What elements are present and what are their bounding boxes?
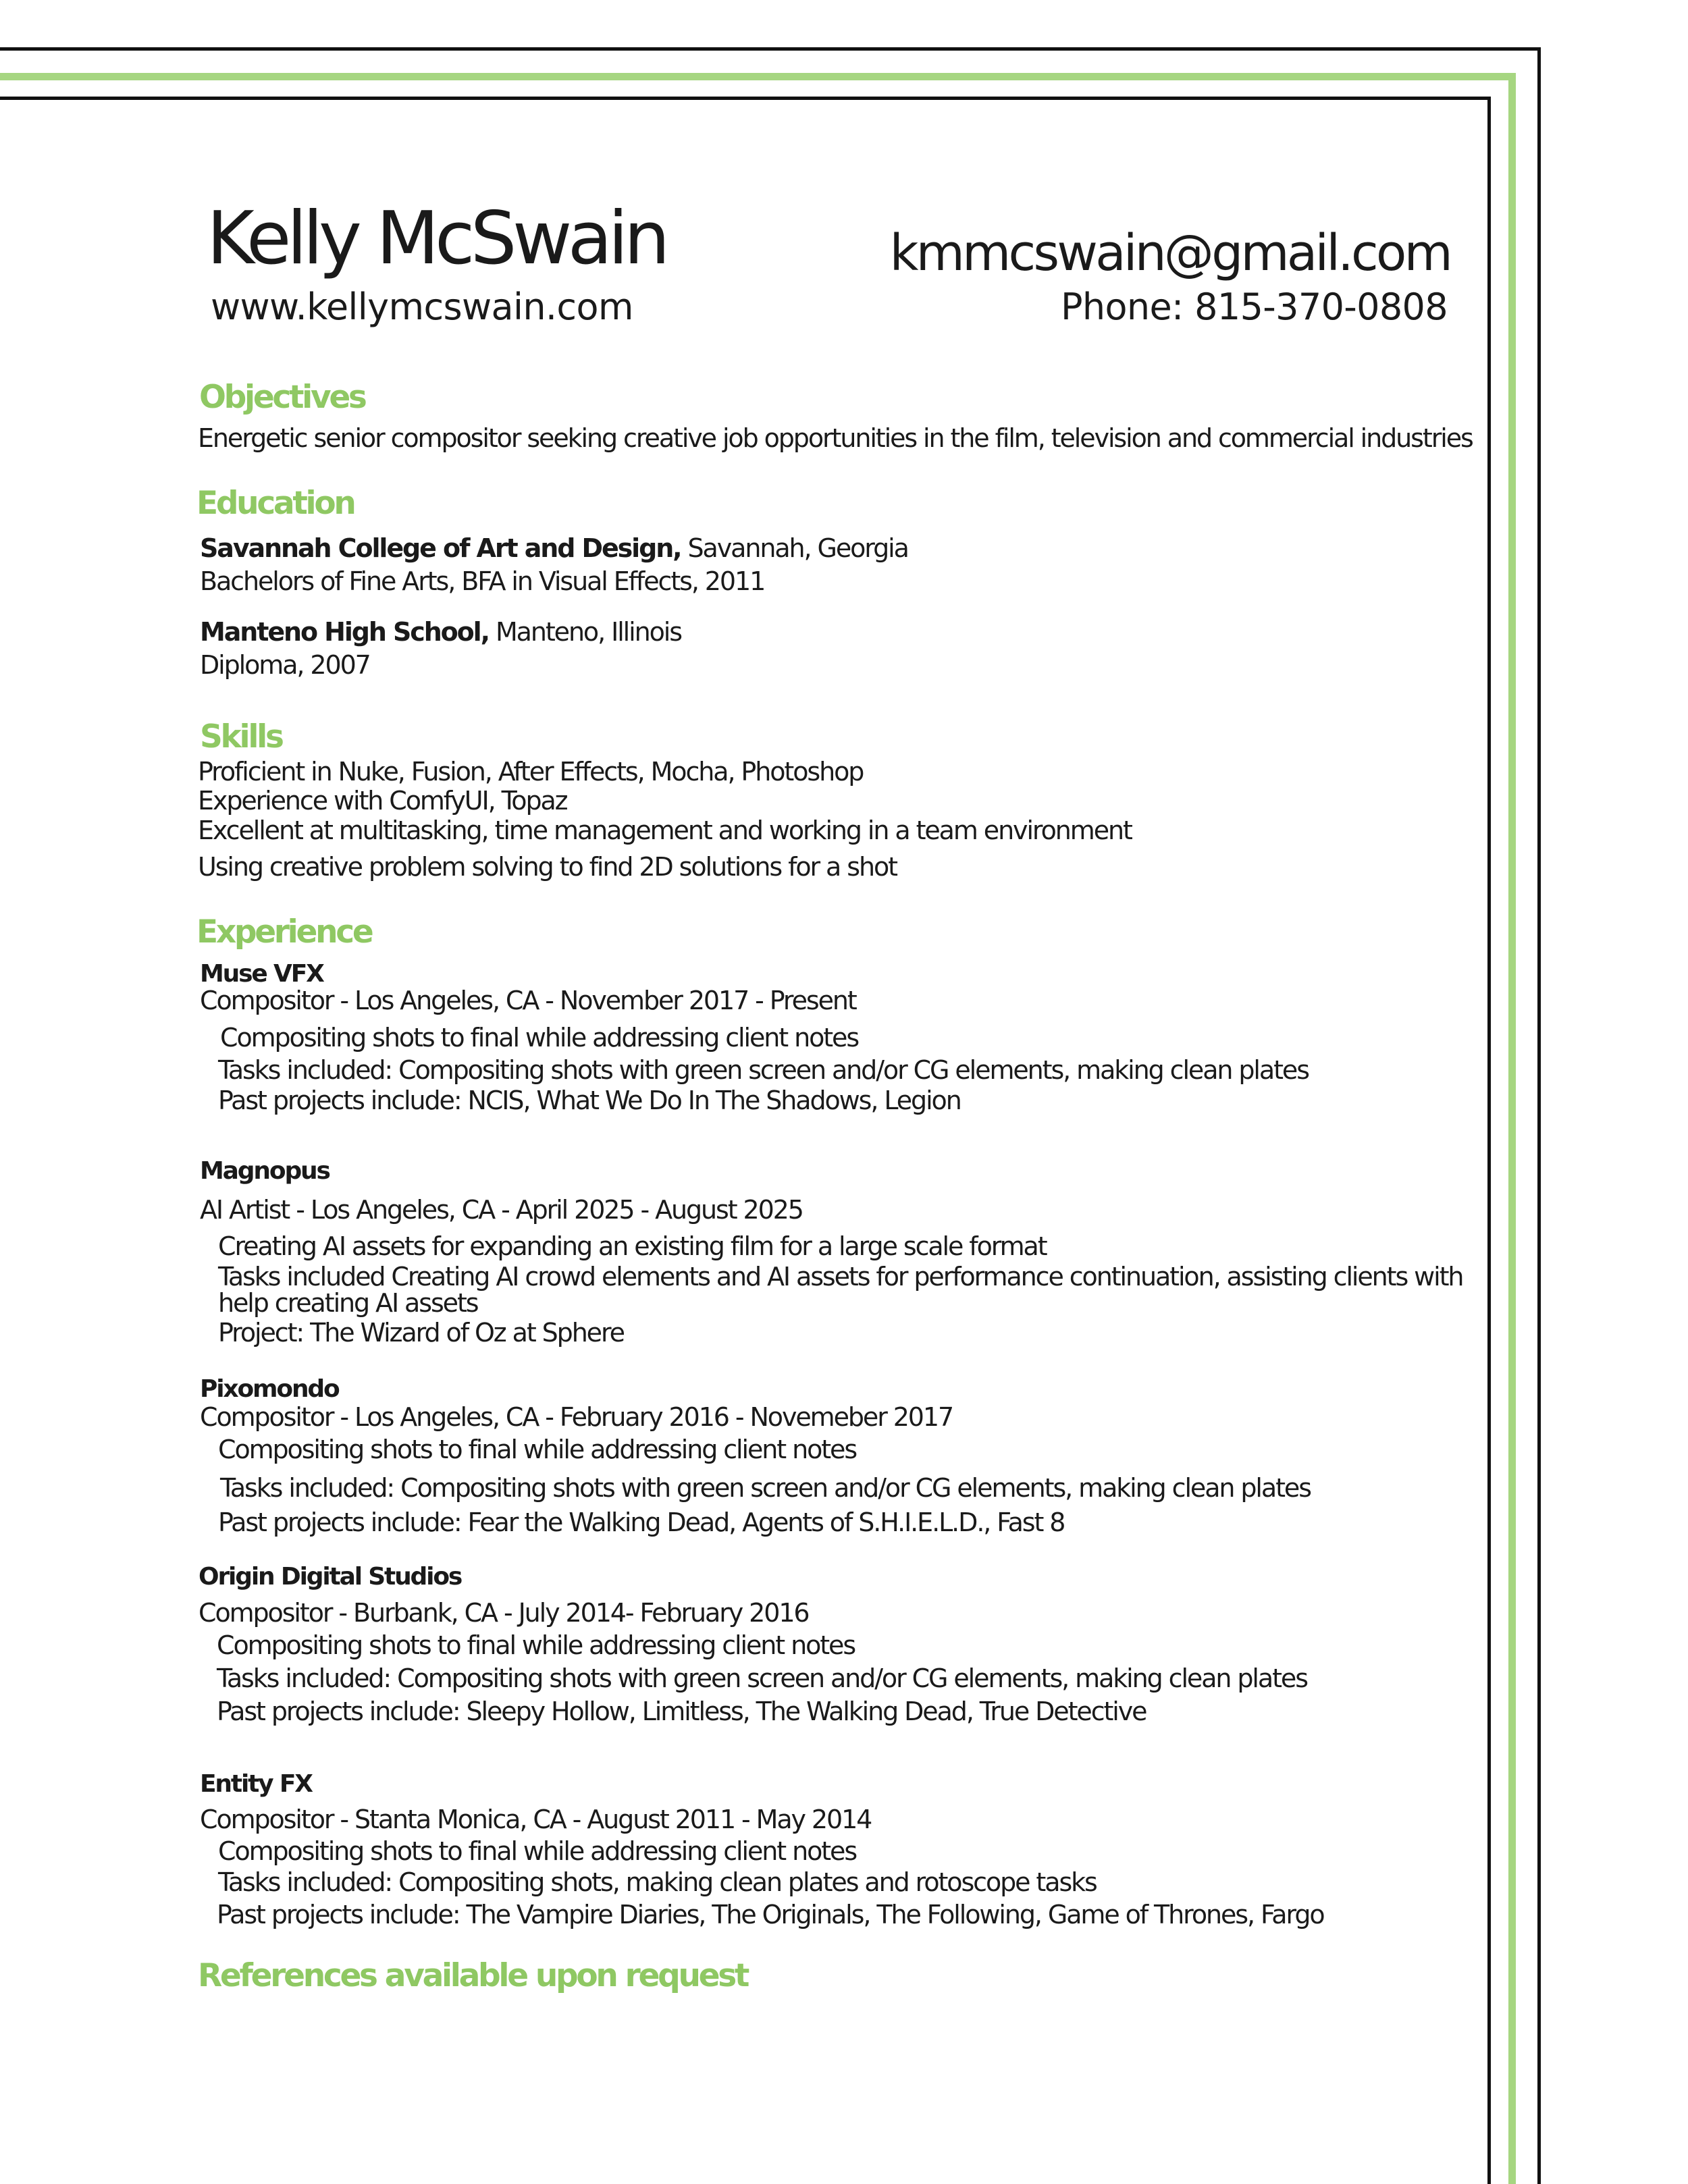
school-degree: Diploma, 2007 <box>200 650 370 680</box>
objectives-text: Energetic senior compositor seeking creative job opportunities in the film, television and commercial industries <box>198 423 1473 453</box>
job-detail: Creating AI assets for expanding an existing film for a large scale format <box>218 1231 1047 1261</box>
job-detail: Tasks included: Compositing shots, making clean plates and rotoscope tasks <box>218 1867 1097 1897</box>
phone-number: Phone: 815-370-0808 <box>1060 286 1448 328</box>
job-detail: Compositing shots to final while addressing client notes <box>218 1836 857 1866</box>
skill-item: Excellent at multitasking, time management and working in a team environment <box>198 816 1132 845</box>
education-entry <box>200 535 908 561</box>
objectives-heading: Objectives <box>199 379 365 416</box>
job-role: Compositor - Stanta Monica, CA - August 2011 - May 2014 <box>200 1805 872 1834</box>
skill-item: Proficient in Nuke, Fusion, After Effects, Mocha, Photoshop <box>198 757 864 787</box>
company-name: Entity FX <box>200 1770 312 1798</box>
resume-name: Kelly McSwain <box>207 196 666 281</box>
school-degree: Bachelors of Fine Arts, BFA in Visual Effects, 2011 <box>200 566 765 596</box>
job-detail: help creating AI assets <box>218 1288 478 1318</box>
skill-item: Using creative problem solving to find 2D solutions for a shot <box>198 852 897 882</box>
frame-inner-top-line <box>0 97 1491 100</box>
job-detail: Tasks included: Compositing shots with green screen and/or CG elements, making clean plates <box>217 1663 1307 1693</box>
frame-green-right-line <box>1508 73 1516 2184</box>
school-location: Manteno, Illinois <box>488 617 681 647</box>
job-detail: Compositing shots to final while addressing client notes <box>217 1630 855 1660</box>
job-role: Compositor - Los Angeles, CA - February 2016 - Novemeber 2017 <box>200 1402 953 1432</box>
website-link[interactable]: www.kellymcswain.com <box>211 286 633 328</box>
job-detail: Tasks included: Compositing shots with green screen and/or CG elements, making clean plates <box>220 1473 1311 1503</box>
job-detail: Compositing shots to final while addressing client notes <box>218 1435 857 1464</box>
school-name: Savannah College of Art and Design, <box>200 533 681 563</box>
job-role: Compositor - Los Angeles, CA - November 2017 - Present <box>200 986 856 1015</box>
education-heading: Education <box>196 485 354 522</box>
school-location: Savannah, Georgia <box>681 533 908 563</box>
job-detail: Past projects include: Sleepy Hollow, Limitless, The Walking Dead, True Detective <box>217 1697 1146 1726</box>
job-detail: Compositing shots to final while addressing client notes <box>220 1023 859 1053</box>
references-note: References available upon request <box>198 1957 748 1994</box>
job-role: AI Artist - Los Angeles, CA - April 2025 - August 2025 <box>200 1195 803 1225</box>
frame-outer-right-line <box>1537 47 1541 2184</box>
company-name: Origin Digital Studios <box>199 1563 462 1591</box>
job-detail: Tasks included: Compositing shots with green screen and/or CG elements, making clean plates <box>218 1055 1309 1085</box>
frame-inner-right-line <box>1487 97 1491 2184</box>
job-detail: Past projects include: Fear the Walking Dead, Agents of S.H.I.E.L.D., Fast 8 <box>218 1508 1065 1537</box>
job-detail: Past projects include: NCIS, What We Do In The Shadows, Legion <box>218 1086 961 1115</box>
frame-outer-top-line <box>0 47 1541 51</box>
job-role: Compositor - Burbank, CA - July 2014- February 2016 <box>199 1598 809 1628</box>
company-name: Muse VFX <box>200 960 323 988</box>
company-name: Magnopus <box>200 1157 329 1185</box>
company-name: Pixomondo <box>200 1375 339 1403</box>
frame-green-top-line <box>0 73 1516 80</box>
school-name: Manteno High School, <box>200 617 489 647</box>
skills-heading: Skills <box>200 718 282 755</box>
experience-heading: Experience <box>196 913 372 951</box>
job-detail: Project: The Wizard of Oz at Sphere <box>218 1318 624 1348</box>
job-detail: Tasks included Creating AI crowd elements and AI assets for performance continuation, assisting clients with <box>218 1262 1463 1291</box>
job-detail: Past projects include: The Vampire Diaries, The Originals, The Following, Game of Thrones, Fargo <box>217 1900 1324 1929</box>
skill-item: Experience with ComfyUI, Topaz <box>198 786 567 816</box>
email-link[interactable]: kmmcswain@gmail.com <box>889 224 1450 282</box>
education-entry <box>200 619 681 645</box>
